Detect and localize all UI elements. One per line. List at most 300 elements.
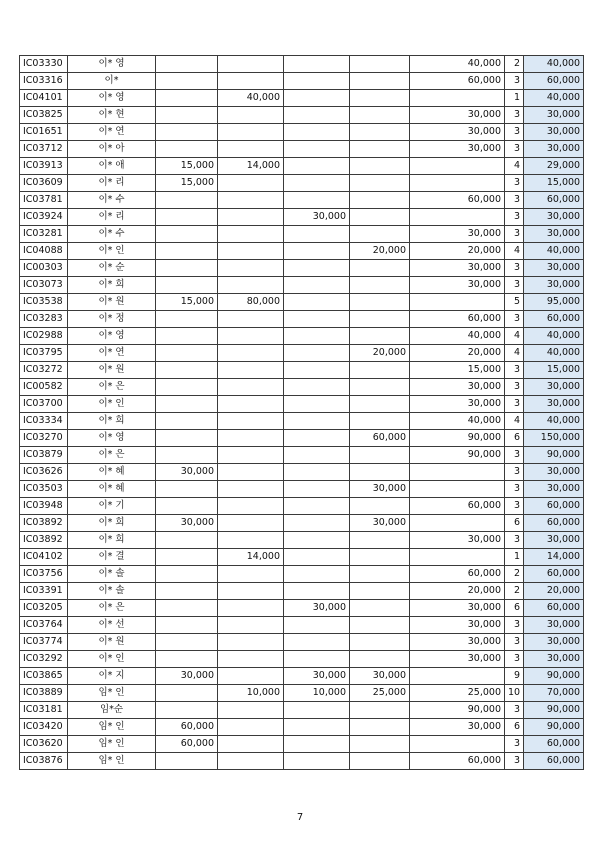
cell-amount-3 [284,158,350,175]
cell-amount-5: 30,000 [410,124,505,141]
cell-amount-3: 10,000 [284,685,350,702]
cell-amount-4 [350,549,410,566]
page-number: 7 [296,812,304,823]
cell-count: 4 [505,328,524,345]
cell-amount-4 [350,600,410,617]
cell-amount-3 [284,413,350,430]
cell-id: IC03774 [20,634,68,651]
cell-amount-2: 40,000 [218,90,284,107]
cell-amount-3 [284,56,350,73]
cell-amount-3 [284,277,350,294]
donation-table [19,55,584,770]
table-row [20,158,584,175]
cell-name: 이* 인 [68,396,156,413]
cell-amount-5: 30,000 [410,634,505,651]
cell-amount-4 [350,328,410,345]
cell-amount-2: 10,000 [218,685,284,702]
cell-amount-3 [284,532,350,549]
table-row [20,464,584,481]
cell-total: 60,000 [524,600,584,617]
cell-amount-2 [218,736,284,753]
cell-amount-4 [350,532,410,549]
table-row [20,651,584,668]
table-row [20,226,584,243]
cell-amount-5: 60,000 [410,498,505,515]
cell-count: 2 [505,56,524,73]
cell-amount-2 [218,56,284,73]
table-row [20,736,584,753]
cell-total: 60,000 [524,192,584,209]
cell-amount-5: 40,000 [410,413,505,430]
cell-amount-3 [284,328,350,345]
cell-total: 30,000 [524,209,584,226]
cell-name: 이* 정 [68,311,156,328]
cell-count: 3 [505,634,524,651]
cell-count: 3 [505,260,524,277]
table-row [20,56,584,73]
cell-id: IC03764 [20,617,68,634]
cell-amount-4 [350,753,410,770]
cell-count: 5 [505,294,524,311]
cell-name: 이* 결 [68,549,156,566]
table-row [20,175,584,192]
cell-count: 9 [505,668,524,685]
cell-count: 3 [505,226,524,243]
cell-name: 임* 인 [68,753,156,770]
cell-name: 이* 원 [68,294,156,311]
cell-amount-3 [284,736,350,753]
cell-amount-5: 30,000 [410,107,505,124]
table-row [20,498,584,515]
cell-amount-2 [218,430,284,447]
cell-amount-1 [156,498,218,515]
cell-amount-3 [284,90,350,107]
cell-id: IC03756 [20,566,68,583]
cell-amount-5 [410,668,505,685]
cell-amount-4 [350,566,410,583]
cell-name: 이* 솔 [68,583,156,600]
cell-amount-5: 30,000 [410,617,505,634]
cell-amount-5 [410,90,505,107]
cell-total: 40,000 [524,345,584,362]
cell-amount-3 [284,430,350,447]
cell-total: 60,000 [524,498,584,515]
cell-amount-3 [284,583,350,600]
cell-count: 2 [505,583,524,600]
cell-amount-2 [218,566,284,583]
cell-amount-3: 30,000 [284,668,350,685]
cell-amount-3 [284,617,350,634]
cell-count: 3 [505,362,524,379]
cell-amount-1 [156,141,218,158]
cell-total: 30,000 [524,141,584,158]
cell-amount-4 [350,498,410,515]
cell-amount-4 [350,362,410,379]
cell-amount-2 [218,634,284,651]
cell-amount-5 [410,175,505,192]
cell-count: 3 [505,481,524,498]
cell-amount-4 [350,226,410,243]
cell-amount-5: 15,000 [410,362,505,379]
cell-amount-1 [156,702,218,719]
table-row [20,617,584,634]
cell-amount-3 [284,498,350,515]
cell-total: 29,000 [524,158,584,175]
cell-amount-3 [284,464,350,481]
cell-total: 30,000 [524,634,584,651]
cell-amount-4 [350,413,410,430]
cell-amount-4: 30,000 [350,515,410,532]
cell-total: 60,000 [524,311,584,328]
cell-amount-1: 60,000 [156,719,218,736]
cell-amount-1 [156,362,218,379]
cell-id: IC04102 [20,549,68,566]
cell-total: 90,000 [524,447,584,464]
cell-id: IC03889 [20,685,68,702]
cell-amount-3 [284,107,350,124]
cell-amount-4 [350,379,410,396]
cell-amount-1 [156,396,218,413]
cell-total: 30,000 [524,226,584,243]
cell-total: 30,000 [524,481,584,498]
cell-amount-1 [156,413,218,430]
cell-name: 이* 은 [68,379,156,396]
cell-total: 60,000 [524,736,584,753]
cell-amount-4 [350,464,410,481]
cell-count: 6 [505,600,524,617]
cell-amount-4 [350,651,410,668]
cell-amount-4 [350,192,410,209]
cell-id: IC03334 [20,413,68,430]
cell-count: 3 [505,107,524,124]
table-row [20,311,584,328]
cell-amount-5: 90,000 [410,447,505,464]
cell-amount-3 [284,362,350,379]
cell-id: IC03626 [20,464,68,481]
table-row [20,583,584,600]
cell-amount-5: 60,000 [410,311,505,328]
cell-amount-1 [156,430,218,447]
cell-amount-2 [218,413,284,430]
cell-amount-3 [284,753,350,770]
cell-count: 6 [505,719,524,736]
cell-amount-4 [350,634,410,651]
cell-amount-3 [284,175,350,192]
cell-amount-3 [284,260,350,277]
cell-id: IC03609 [20,175,68,192]
cell-name: 이* 인 [68,651,156,668]
cell-amount-4 [350,719,410,736]
donation-table-wrapper [19,55,584,770]
cell-amount-1 [156,447,218,464]
cell-id: IC04101 [20,90,68,107]
cell-id: IC03272 [20,362,68,379]
table-row [20,141,584,158]
cell-id: IC03181 [20,702,68,719]
cell-amount-4 [350,736,410,753]
cell-amount-2 [218,209,284,226]
cell-name: 임* 인 [68,719,156,736]
cell-total: 30,000 [524,396,584,413]
cell-amount-2 [218,498,284,515]
cell-amount-5: 30,000 [410,260,505,277]
cell-id: IC03795 [20,345,68,362]
cell-amount-2 [218,260,284,277]
table-row [20,566,584,583]
cell-name: 이* 현 [68,107,156,124]
cell-total: 60,000 [524,73,584,90]
cell-amount-4 [350,73,410,90]
cell-amount-1: 30,000 [156,515,218,532]
cell-total: 70,000 [524,685,584,702]
cell-amount-3 [284,481,350,498]
cell-count: 3 [505,464,524,481]
cell-amount-5: 30,000 [410,226,505,243]
table-row [20,192,584,209]
cell-total: 90,000 [524,719,584,736]
cell-id: IC03073 [20,277,68,294]
cell-total: 150,000 [524,430,584,447]
cell-count: 3 [505,447,524,464]
cell-name: 임* 인 [68,736,156,753]
cell-name: 이* 애 [68,158,156,175]
cell-amount-5: 30,000 [410,277,505,294]
cell-id: IC03892 [20,515,68,532]
cell-name: 이* 영 [68,90,156,107]
cell-id: IC03281 [20,226,68,243]
cell-name: 이* 기 [68,498,156,515]
cell-amount-5 [410,158,505,175]
cell-name: 이* 연 [68,345,156,362]
cell-count: 3 [505,532,524,549]
cell-id: IC03205 [20,600,68,617]
cell-amount-4 [350,158,410,175]
cell-amount-1 [156,634,218,651]
cell-total: 30,000 [524,379,584,396]
cell-amount-2: 80,000 [218,294,284,311]
cell-id: IC03700 [20,396,68,413]
cell-amount-2: 14,000 [218,549,284,566]
cell-total: 15,000 [524,175,584,192]
cell-id: IC03948 [20,498,68,515]
cell-amount-5: 20,000 [410,345,505,362]
cell-total: 40,000 [524,56,584,73]
cell-amount-1 [156,651,218,668]
cell-amount-5: 30,000 [410,651,505,668]
cell-count: 3 [505,702,524,719]
table-row [20,719,584,736]
cell-name: 이* 순 [68,260,156,277]
cell-total: 60,000 [524,566,584,583]
cell-amount-1 [156,192,218,209]
cell-total: 30,000 [524,107,584,124]
cell-amount-2 [218,345,284,362]
table-row [20,685,584,702]
cell-amount-2 [218,243,284,260]
cell-count: 1 [505,90,524,107]
cell-amount-2 [218,447,284,464]
cell-id: IC03879 [20,447,68,464]
cell-total: 30,000 [524,277,584,294]
cell-count: 10 [505,685,524,702]
cell-amount-2 [218,668,284,685]
cell-total: 40,000 [524,243,584,260]
cell-amount-2 [218,719,284,736]
cell-id: IC03538 [20,294,68,311]
cell-amount-2 [218,277,284,294]
cell-amount-4: 25,000 [350,685,410,702]
cell-amount-5: 40,000 [410,328,505,345]
table-row [20,107,584,124]
cell-total: 30,000 [524,651,584,668]
cell-total: 30,000 [524,124,584,141]
cell-total: 30,000 [524,260,584,277]
table-row [20,243,584,260]
cell-amount-5: 25,000 [410,685,505,702]
cell-amount-5: 20,000 [410,243,505,260]
cell-amount-1: 30,000 [156,668,218,685]
cell-name: 이* 리 [68,175,156,192]
cell-amount-4 [350,311,410,328]
table-row [20,124,584,141]
cell-amount-2 [218,311,284,328]
cell-amount-5: 90,000 [410,702,505,719]
cell-amount-1 [156,600,218,617]
cell-id: IC04088 [20,243,68,260]
table-row [20,277,584,294]
cell-amount-1 [156,311,218,328]
cell-count: 4 [505,345,524,362]
table-row [20,345,584,362]
cell-name: 임* 인 [68,685,156,702]
table-row [20,600,584,617]
cell-total: 90,000 [524,702,584,719]
cell-count: 3 [505,498,524,515]
cell-total: 90,000 [524,668,584,685]
cell-id: IC03781 [20,192,68,209]
cell-id: IC03913 [20,158,68,175]
cell-id: IC03712 [20,141,68,158]
cell-id: IC03876 [20,753,68,770]
cell-count: 3 [505,73,524,90]
cell-amount-2 [218,481,284,498]
cell-total: 60,000 [524,515,584,532]
cell-id: IC03420 [20,719,68,736]
table-row [20,702,584,719]
cell-amount-3 [284,702,350,719]
cell-total: 20,000 [524,583,584,600]
cell-amount-3 [284,294,350,311]
cell-amount-5: 60,000 [410,566,505,583]
cell-amount-2 [218,175,284,192]
cell-amount-1 [156,277,218,294]
cell-id: IC03283 [20,311,68,328]
cell-amount-4 [350,141,410,158]
cell-count: 3 [505,311,524,328]
cell-name: 이* 은 [68,600,156,617]
cell-amount-1 [156,56,218,73]
cell-count: 6 [505,430,524,447]
cell-id: IC03825 [20,107,68,124]
cell-name: 이* 아 [68,141,156,158]
cell-amount-4: 20,000 [350,243,410,260]
cell-count: 3 [505,651,524,668]
cell-amount-5: 60,000 [410,73,505,90]
cell-count: 3 [505,192,524,209]
cell-amount-1: 15,000 [156,158,218,175]
cell-amount-5 [410,736,505,753]
cell-amount-4 [350,294,410,311]
cell-name: 이* 영 [68,56,156,73]
cell-amount-1 [156,90,218,107]
cell-count: 3 [505,379,524,396]
cell-amount-4 [350,124,410,141]
cell-amount-2 [218,141,284,158]
cell-amount-4 [350,277,410,294]
cell-amount-1 [156,243,218,260]
cell-count: 3 [505,396,524,413]
cell-count: 3 [505,141,524,158]
cell-name: 이* 리 [68,209,156,226]
cell-amount-1 [156,685,218,702]
cell-amount-2 [218,396,284,413]
cell-amount-2 [218,532,284,549]
cell-name: 이* 인 [68,243,156,260]
table-body [20,56,584,770]
cell-name: 이* 연 [68,124,156,141]
cell-name: 이* 영 [68,328,156,345]
cell-amount-3: 30,000 [284,209,350,226]
cell-amount-4 [350,396,410,413]
cell-amount-1 [156,107,218,124]
cell-id: IC03503 [20,481,68,498]
cell-name: 이* 원 [68,362,156,379]
cell-id: IC03924 [20,209,68,226]
cell-amount-1 [156,328,218,345]
cell-name: 이* 수 [68,192,156,209]
cell-amount-3 [284,634,350,651]
table-row [20,73,584,90]
cell-amount-2 [218,651,284,668]
cell-amount-2 [218,515,284,532]
cell-amount-5 [410,294,505,311]
cell-total: 40,000 [524,413,584,430]
cell-amount-1 [156,753,218,770]
cell-amount-3 [284,566,350,583]
cell-amount-3 [284,447,350,464]
cell-count: 3 [505,175,524,192]
cell-count: 4 [505,413,524,430]
cell-id: IC02988 [20,328,68,345]
cell-name: 이* 선 [68,617,156,634]
cell-amount-5: 30,000 [410,379,505,396]
cell-amount-4 [350,702,410,719]
cell-count: 3 [505,209,524,226]
cell-amount-2 [218,192,284,209]
cell-amount-3 [284,345,350,362]
cell-amount-4 [350,617,410,634]
cell-amount-1: 15,000 [156,175,218,192]
cell-count: 4 [505,243,524,260]
cell-amount-1 [156,532,218,549]
cell-amount-1 [156,345,218,362]
cell-amount-3 [284,396,350,413]
cell-name: 이* 솔 [68,566,156,583]
cell-amount-1: 60,000 [156,736,218,753]
cell-name: 임*순 [68,702,156,719]
cell-name: 이* 지 [68,668,156,685]
cell-amount-3 [284,73,350,90]
